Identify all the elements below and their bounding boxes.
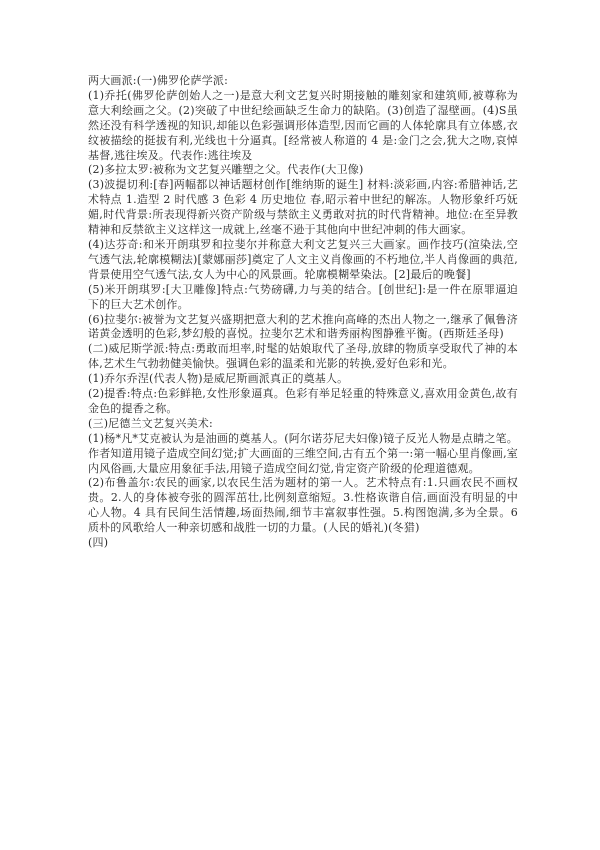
paragraph-botticelli: (3)波提切利:[春]两幅都以神话题材创作[维纳斯的诞生] 材料:淡彩画,内容:希腊神话,艺术特点 1.造型 2 时代感 3 色彩 4 历史地位 春,昭示着中世纪的解冻。人物形象纤巧妩媚,时代背景:所表现得新兴资产阶级与禁欲主义勇敢对抗的时代背精神。地位:在至异教精神和反禁欲主义这样这一成就上,丝毫不逊于其他向中世纪冲刺的伟大画家。 [88, 178, 518, 237]
section-heading-netherlands: (三)尼德兰文艺复兴美术: [88, 416, 213, 430]
section-heading-venice: (二)威尼斯学派:特点:勇敢而坦率,时髦的姑娘取代了圣母,放肆的物质享受取代了神的本体,艺术生气勃勃健美愉快。强调色彩的温柔和光影的转换,爱好色彩和光。 [88, 342, 518, 371]
paragraph-michelangelo: (5)米开朗琪罗:[大卫雕像]特点:气势磅礴,力与美的结合。[创世纪]:是一件在原罪逼迫下的巨大艺术创作。 [88, 282, 518, 311]
paragraph-giotto: (1)乔托(佛罗伦萨创始人之一)是意大利文艺复兴时期接触的雕刻家和建筑师,被尊称为意大利绘画之父。(2)突破了中世纪绘画缺乏生命力的缺陷。(3)创造了湿壁画。(4)S虽然还没有科学透视的知识,却能以色彩强调形体造型,因而它画的人体轮廓具有立体感,衣纹被描绘的挺拔有利,光线也十分逼真。[经常被人称道的 4 是:金门之会,犹大之吻,哀悼基督,逃往埃及。代表作:逃往埃及 [88, 88, 518, 162]
document-page [88, 74, 518, 551]
paragraph-titian: (2)提香:特点:色彩鲜艳,女性形象逼真。色彩有举足轻重的特殊意义,喜欢用金黄色,故有金色的提香之称。 [88, 387, 518, 415]
section-heading-florence: 两大画派:(一)佛罗伦萨学派: [88, 74, 228, 87]
paragraph-donatello: (2)多拉太罗:被称为文艺复兴雕塑之父。代表作(大卫像) [88, 163, 364, 177]
paragraph-van-eyck: (1)杨*凡*艾克被认为是油画的奠基人。(阿尔诺芬尼夫妇像)镜子反光人物是点睛之笔。作者知道用镜子造成空间幻觉;扩大画面的三维空间,古有五个第一:第一幅心里肖像画,室内风俗画,大量应用象征手法,用镜子造成空间幻觉,肯定资产阶级的伦理道德观。 [88, 431, 518, 475]
paragraph-raphael: (6)拉斐尔:被誉为文艺复兴盛期把意大利的艺术推向高峰的杰出人物之一,继承了佩鲁济诺黄金透明的色彩,梦幻般的喜悦。拉斐尔艺术和谐秀丽构图静雅平衡。(西斯廷圣母) [88, 312, 518, 341]
paragraph-bruegel: (2)布鲁盖尔:农民的画家,以农民生活为题材的第一人。艺术特点有:1.只画农民不画权贵。2.人的身体被夸张的圆浑茁壮,比例刻意缩短。3.性格诙谐自信,画面没有明显的中心人物。4 具有民间生活情趣,场面热闹,细节丰富叙事性强。5.构图饱满,多为全景。6 质朴的风歌给人一种亲切感和战胜一切的力量。(人民的婚礼)(冬猎) [88, 476, 518, 535]
section-heading-four: (四) [88, 536, 109, 550]
paragraph-giorgione: (1)乔尔乔涅(代表人物)是威尼斯画派真正的奠基人。 [88, 372, 349, 386]
paragraph-da-vinci: (4)达芬奇:和米开朗琪罗和拉斐尔并称意大利文艺复兴三大画家。画作技巧(渲染法,空气透气法,轮廓模糊法)[蒙娜丽莎]奠定了人文主义肖像画的不朽地位,半人肖像画的典范,背景使用空气透气法,女人为中心的风景画。轮廓模糊晕染法。[2]最后的晚餐] [88, 237, 518, 281]
